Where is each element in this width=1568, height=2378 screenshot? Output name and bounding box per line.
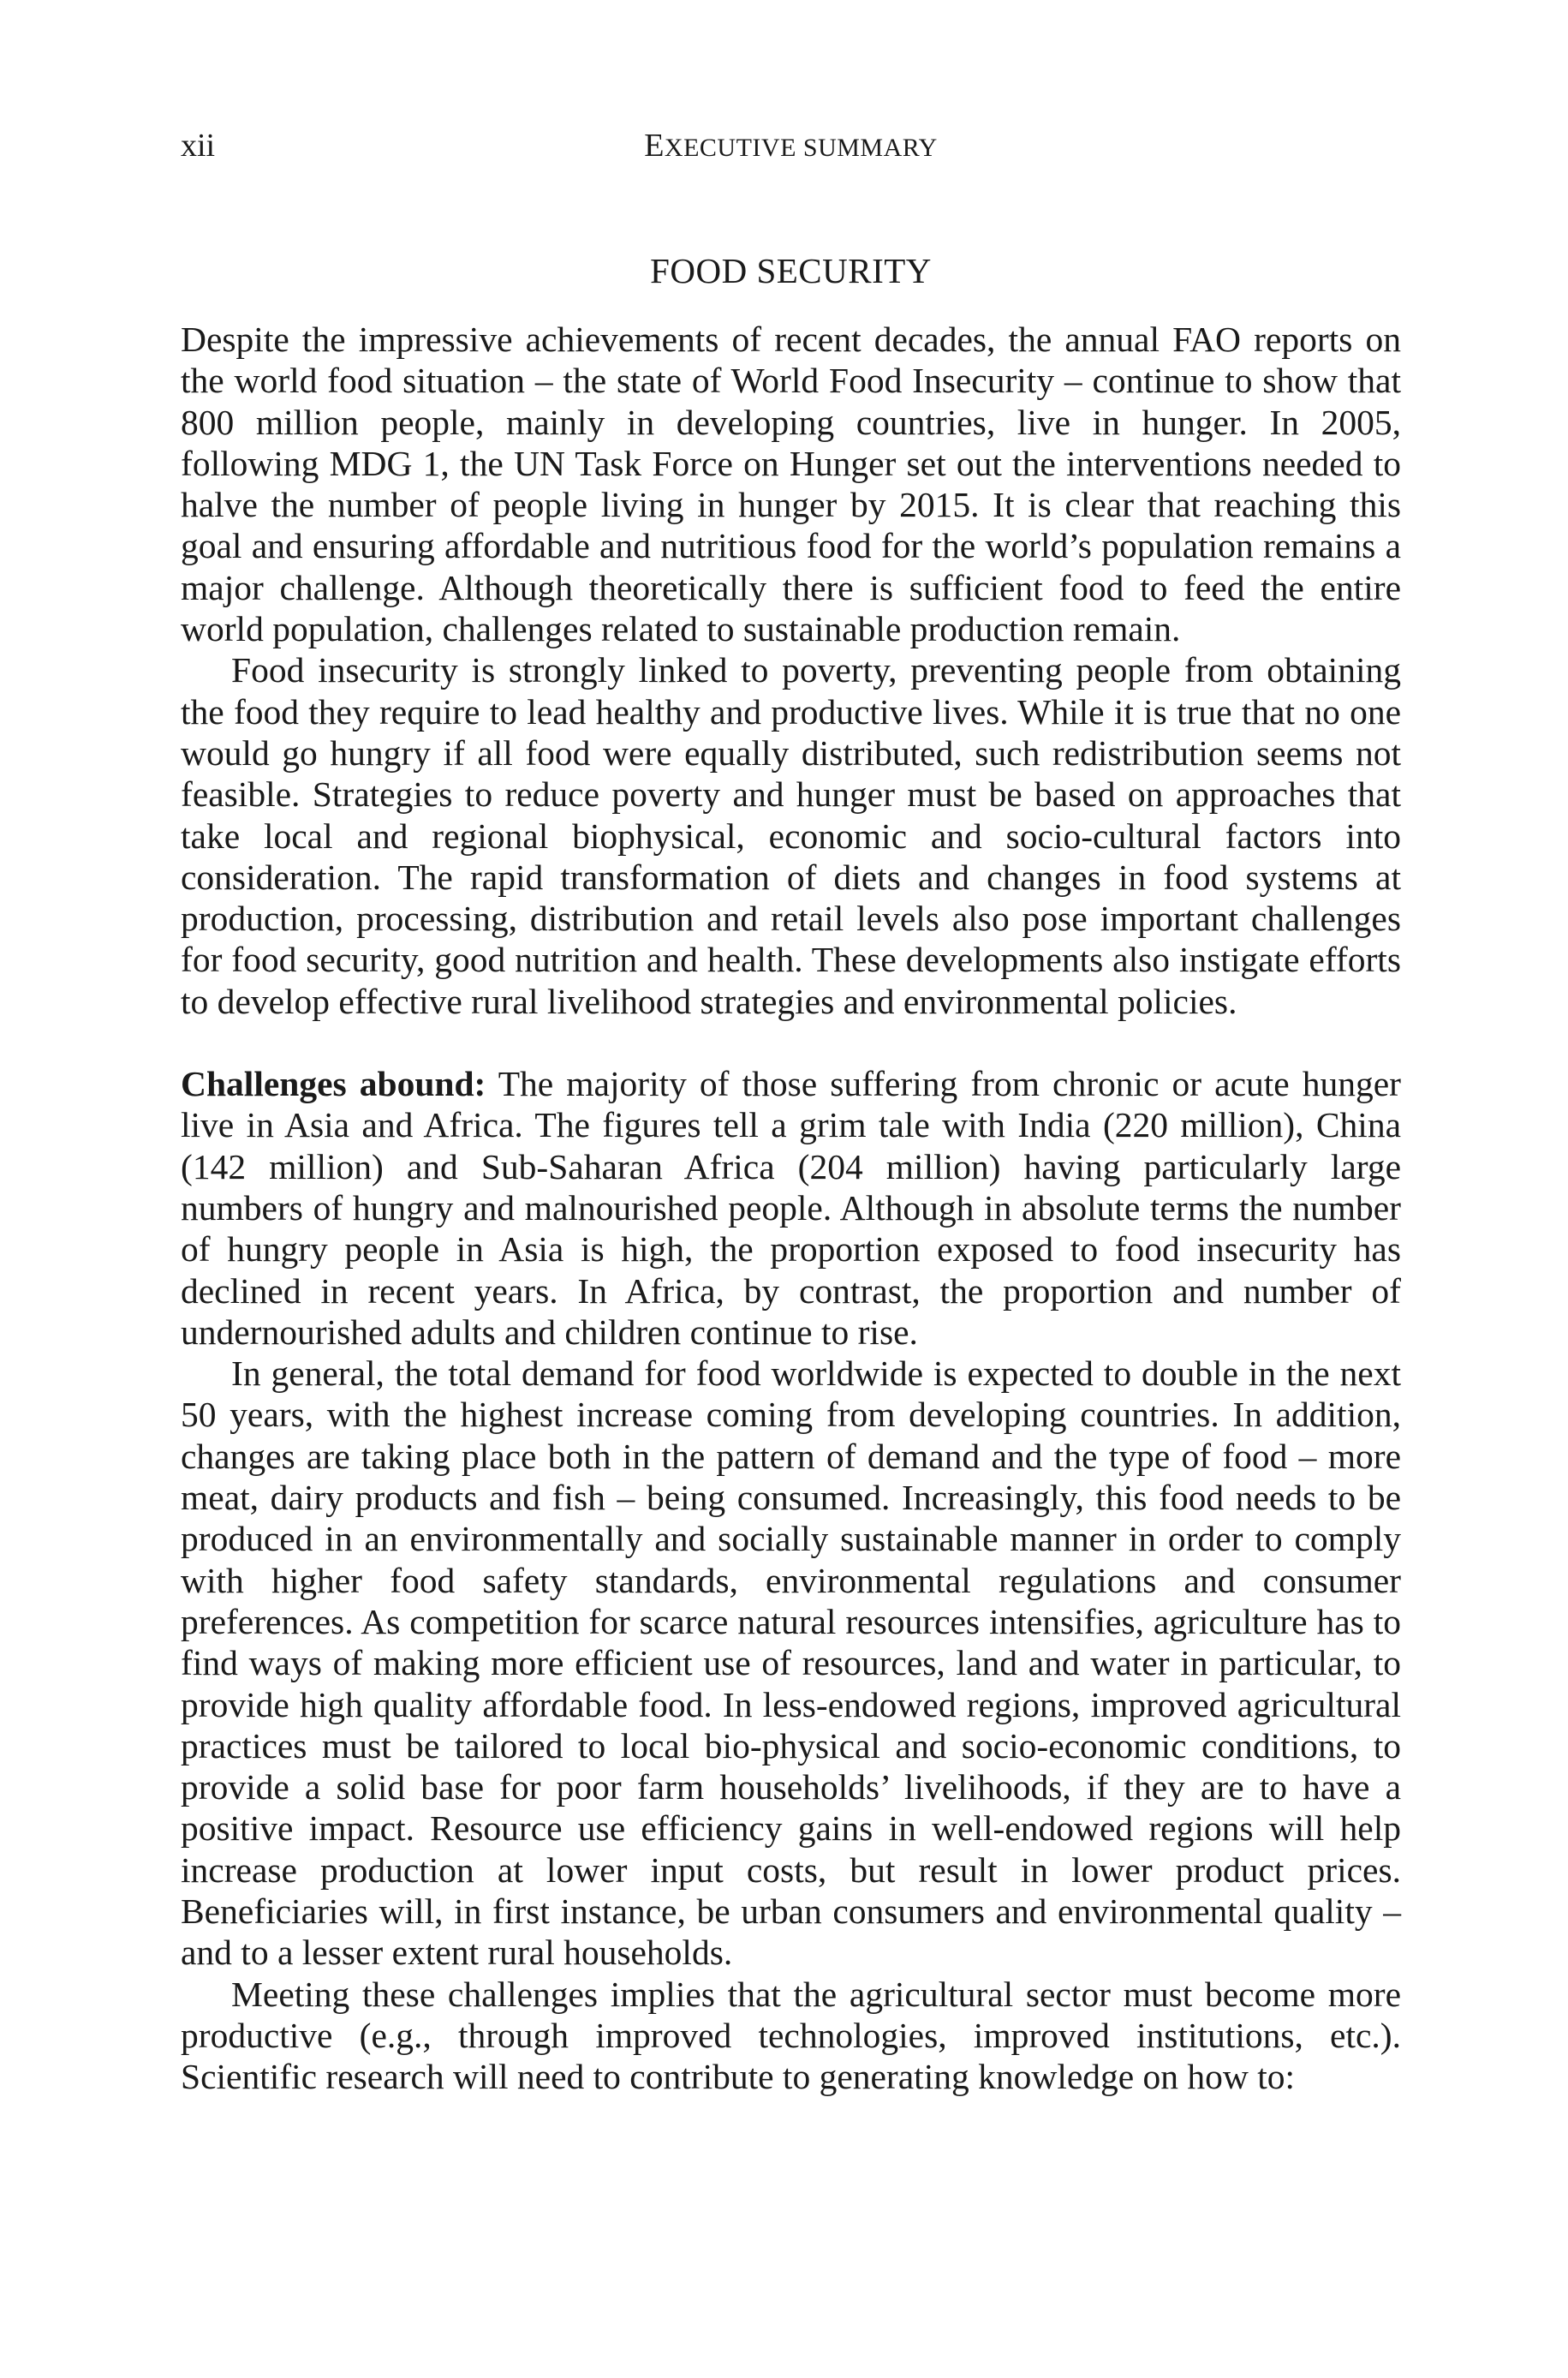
paragraph-demand: In general, the total demand for food worldwide is expected to double in the next 50 years, with the highest increase coming from developing countries. In addition, changes are taking place both in the pattern of demand and the type of food – more meat, dairy products and fish – being consumed. Increasingly, this food needs to be produced in an environmentally and socially sustainable manner in order to comply with higher food safety standards, environmental regulations and consumer preferences. As competition for scarce natural resources intensifies, agriculture has to find ways of making more efficient use of resources, land and water in particular, to provide high quality affordable food. In less-endowed regions, improved agricultural practices must be tailored to local bio-physical and socio-economic conditions, to provide a solid base for poor farm households’ livelihoods, if they are to have a positive impact. Resource use efficiency gains in well-endowed regions will help increase production at lower input costs, but result in lower product prices. Beneficiaries will, in first instance, be urban consumers and environmental quality – and to a lesser extent rural households. [181, 1353, 1401, 1973]
running-head-initial: E [644, 128, 665, 164]
section-title: FOOD SECURITY [650, 251, 932, 290]
running-head [181, 127, 1401, 164]
challenges-text: The majority of those suffering from chronic or acute hunger live in Asia and Africa. The figures tell a grim tale with India (220 million), China (142 million) and Sub-Saharan Africa (204 million) having particularly large numbers of hungry and malnourished people. Although in absolute terms the number of hungry people in Asia is high, the proportion exposed to food insecurity has declined in recent years. In Africa, by contrast, the proportion and number of undernourished adults and children continue to rise. [181, 1064, 1401, 1352]
paragraph-meeting-challenges: Meeting these challenges implies that the agricultural sector must become more productive (e.g., through improved technologies, improved institutions, etc.). Scientific research will need to contribute to generating knowledge on how to: [181, 1974, 1401, 2097]
body-text [181, 319, 1401, 2097]
running-head-rest: XECUTIVE SUMMARY [664, 134, 938, 162]
page-number: xii [181, 128, 216, 164]
page-header [181, 127, 1401, 170]
paragraph-intro: Despite the impressive achievements of recent decades, the annual FAO reports on the world food situation – the state of World Food Insecurity – continue to show that 800 million people, mainly in developing countries, live in hunger. In 2005, following MDG 1, the UN Task Force on Hunger set out the interventions needed to halve the number of people living in hunger by 2015. It is clear that reaching this goal and ensuring affordable and nutritious food for the world’s population remains a major challenge. Although theoretically there is sufficient food to feed the entire world population, challenges related to sustainable production remain. [181, 320, 1401, 649]
challenges-lead-in: Challenges abound: [181, 1064, 486, 1104]
paragraph-poverty: Food insecurity is strongly linked to poverty, preventing people from obtaining the food they require to lead healthy and productive lives. While it is true that no one would go hungry if all food were equally distributed, such redistribution seems not feasible. Strategies to reduce poverty and hunger must be based on approaches that take local and regional biophysical, economic and socio-cultural factors into consideration. The rapid transformation of diets and changes in food systems at production, processing, distribution and retail levels also pose important challenges for food security, good nutrition and health. These developments also instigate efforts to develop effective rural livelihood strategies and environmental policies. [181, 650, 1401, 1021]
paragraph-challenges [181, 1063, 1401, 1353]
